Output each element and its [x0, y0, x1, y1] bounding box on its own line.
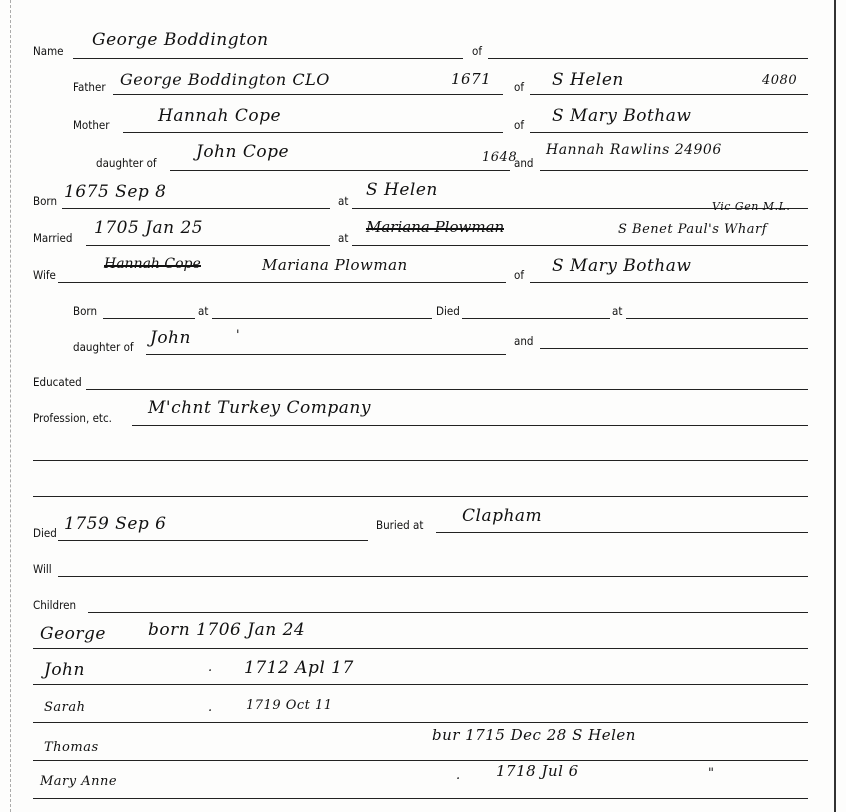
wife-daughter-of-label: daughter of: [73, 340, 134, 354]
wife-daughter-of-line: [146, 354, 506, 355]
wife-born-line: [103, 318, 195, 319]
married-at-line: [352, 245, 808, 246]
buried-line: [436, 532, 808, 533]
wife-struck-value: Hannah Cope: [104, 256, 201, 272]
mother-and-label: and: [514, 156, 534, 170]
will-line: [58, 576, 808, 577]
wife-and-label: and: [514, 334, 534, 348]
died-line: [58, 540, 368, 541]
children-label: Children: [33, 598, 77, 612]
born-at-label: at: [338, 194, 349, 208]
child-name: John: [44, 660, 85, 680]
child-detail: born 1706 Jan 24: [148, 620, 306, 640]
profession-value: M'chnt Turkey Company: [148, 398, 371, 418]
name-of-line: [488, 58, 808, 59]
wife-born-label: Born: [73, 304, 98, 318]
wife-label: Wife: [33, 268, 56, 282]
wife-and-line: [540, 348, 808, 349]
father-year: 1671: [451, 70, 492, 88]
blank-line-2: [33, 496, 808, 497]
married-at-label: at: [338, 231, 349, 245]
mother-and-line: [540, 170, 808, 171]
child-ditto-quotes: ": [708, 766, 715, 781]
children-row-line: [33, 760, 808, 761]
wife-daughter-of-value: John: [150, 328, 191, 348]
father-ref: 4080: [762, 73, 798, 88]
wife-died-label: Died: [436, 304, 460, 318]
wife-died-at-line: [626, 318, 808, 319]
father-label: Father: [73, 80, 106, 94]
name-of-label: of: [472, 44, 482, 58]
father-of-value: S Helen: [552, 70, 624, 90]
will-label: Will: [33, 562, 52, 576]
father-value: George Boddington CLO: [120, 70, 330, 89]
child-name: Sarah: [44, 700, 86, 715]
father-of-line: [530, 94, 808, 95]
died-value: 1759 Sep 6: [64, 514, 167, 534]
born-line: [62, 208, 330, 209]
died-label: Died: [33, 526, 57, 540]
mother-of-label: of: [514, 118, 524, 132]
wife-born-at-line: [212, 318, 432, 319]
child-detail: 1719 Oct 11: [246, 698, 333, 713]
father-of-label: of: [514, 80, 524, 94]
father-line: [113, 94, 503, 95]
married-at-value: S Benet Paul's Wharf: [618, 222, 768, 237]
wife-died-at-label: at: [612, 304, 623, 318]
educated-label: Educated: [33, 375, 82, 389]
buried-label: Buried at: [376, 518, 424, 532]
child-detail: bur 1715 Dec 28 S Helen: [432, 726, 636, 744]
wife-born-at-label: at: [198, 304, 209, 318]
mother-and-value: Hannah Rawlins 24906: [546, 142, 722, 158]
children-row-line: [33, 798, 808, 799]
mother-of-value: S Mary Bothaw: [552, 106, 692, 126]
name-label: Name: [33, 44, 64, 58]
born-label: Born: [33, 194, 58, 208]
wife-daughter-of-prime: ': [236, 328, 241, 343]
mother-value: Hannah Cope: [158, 106, 282, 126]
child-name: George: [40, 624, 106, 644]
mother-daughter-of-line: [170, 170, 510, 171]
mother-label: Mother: [73, 118, 110, 132]
mother-daughter-of-year: 1648: [482, 150, 518, 165]
wife-line: [58, 282, 506, 283]
married-value: 1705 Jan 25: [94, 218, 204, 238]
child-detail: 1718 Jul 6: [496, 762, 579, 780]
wife-died-line: [462, 318, 610, 319]
married-line: [86, 245, 330, 246]
wife-of-line: [530, 282, 808, 283]
wife-value: Mariana Plowman: [262, 256, 408, 274]
profession-label: Profession, etc.: [33, 411, 112, 425]
child-ditto-mark: .: [456, 768, 461, 783]
children-line: [88, 612, 808, 613]
name-line: [73, 58, 463, 59]
mother-of-line: [530, 132, 808, 133]
married-at-struck: Mariana Plowman: [366, 218, 505, 236]
name-value: George Boddington: [92, 30, 269, 50]
profession-line: [132, 425, 808, 426]
child-ditto-mark: .: [208, 700, 213, 715]
wife-of-label: of: [514, 268, 524, 282]
right-edge: [834, 0, 836, 812]
child-ditto-mark: .: [208, 660, 213, 675]
child-name: Mary Anne: [40, 774, 118, 789]
child-detail: 1712 Apl 17: [244, 658, 354, 678]
children-row-line: [33, 684, 808, 685]
educated-line: [86, 389, 808, 390]
child-name: Thomas: [44, 740, 99, 755]
children-row-line: [33, 722, 808, 723]
married-label: Married: [33, 231, 73, 245]
married-note: Vic Gen M.L.: [712, 200, 791, 213]
wife-of-value: S Mary Bothaw: [552, 256, 692, 276]
children-row-line: [33, 648, 808, 649]
buried-value: Clapham: [462, 506, 543, 526]
born-value: 1675 Sep 8: [64, 182, 167, 202]
left-edge: [10, 0, 12, 812]
blank-line-1: [33, 460, 808, 461]
mother-daughter-of-value: John Cope: [196, 142, 290, 162]
mother-daughter-of-label: daughter of: [96, 156, 157, 170]
mother-line: [123, 132, 503, 133]
born-at-value: S Helen: [366, 180, 438, 200]
